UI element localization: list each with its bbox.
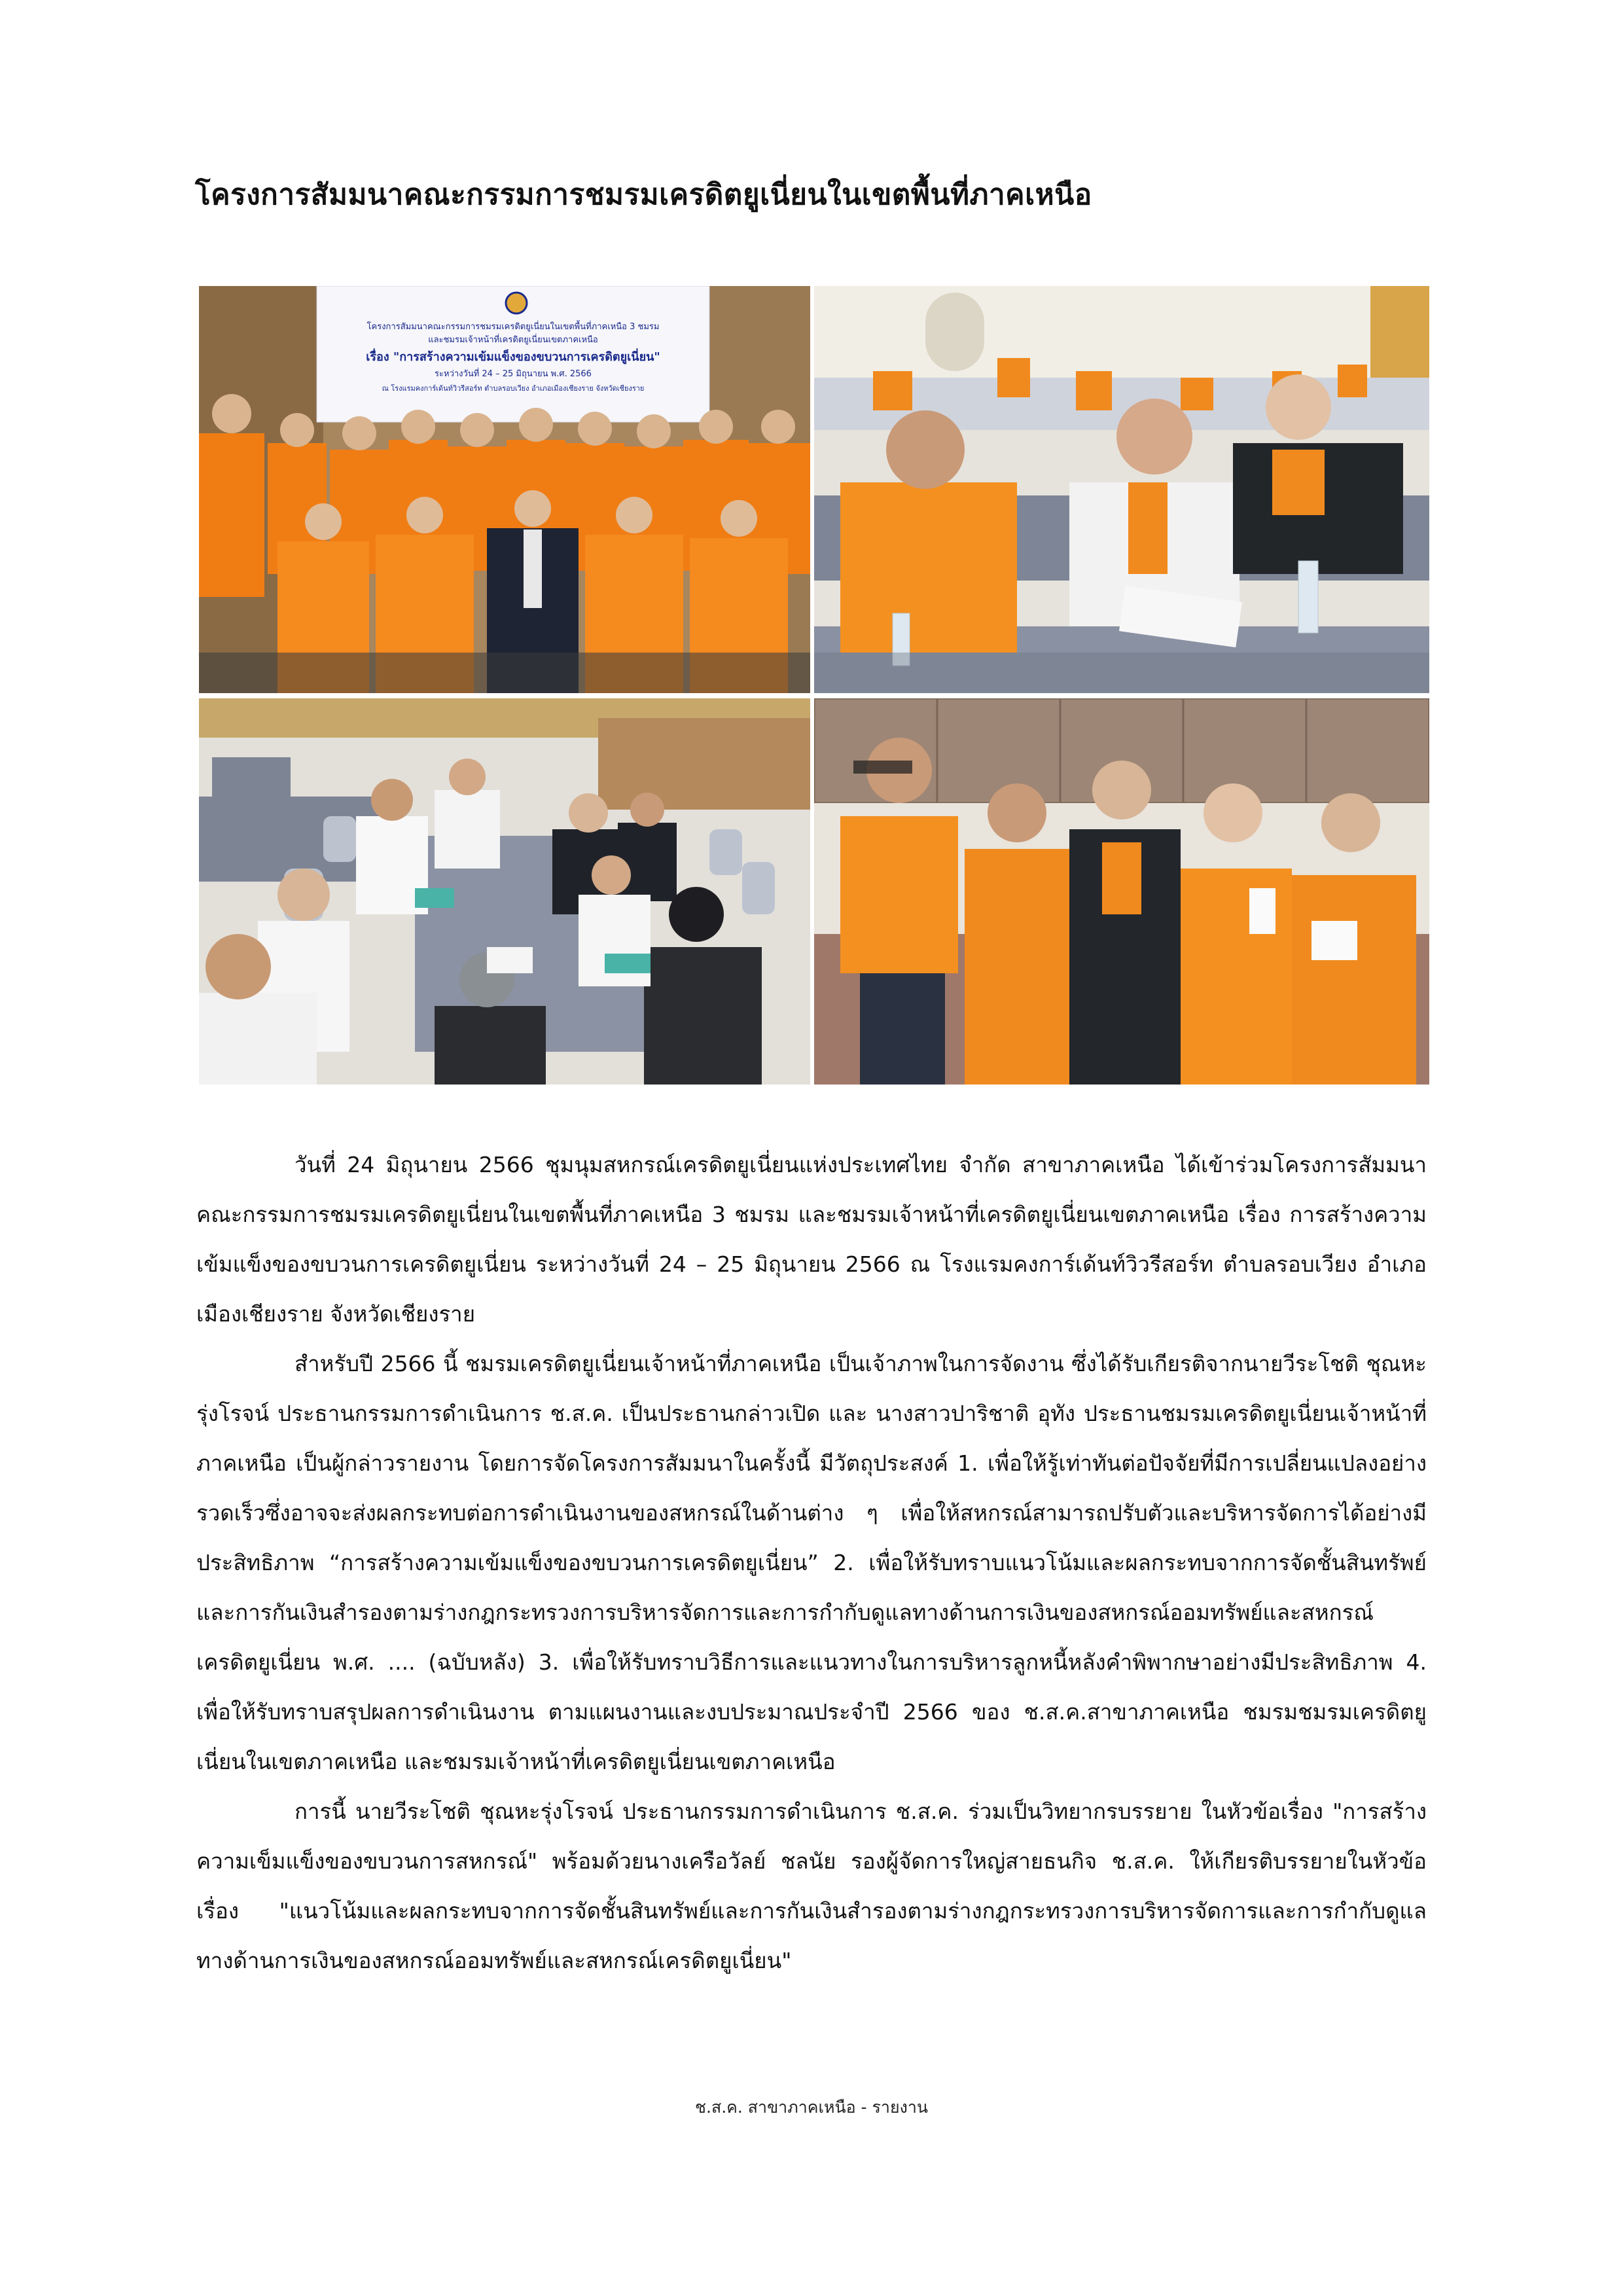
group-photo-with-banner (199, 286, 810, 693)
group-discussion-photo (199, 698, 810, 1085)
paragraph-intro: วันที่ 24 มิถุนายน 2566 ชุมนุมสหกรณ์เครดิตยูเนี่ยนแห่งประเทศไทย จำกัด สาขาภาคเหนือ ได้เข้าร่วมโครงการสัมมนาคณะกรรมการชมรมเครดิตยูเนี่ยนในเขตพื้นที่ภาคเหนือ 3 ชมรม และชมรมเจ้าหน้าที่เครดิตยูเนี่ยนเขตภาคเหนือ เรื่อง การสร้างความเข้มแข็งของขบวนการเครดิตยูเนี่ยน ระหว่างวันที่ 24 – 25 มิถุนายน 2566 ณ โรงแรมคงการ์เด้นท์วิวรีสอร์ท ตำบลรอบเวียง อำเภอเมืองเชียงราย จังหวัดเชียงราย (196, 1152, 1427, 1327)
five-people-standing-photo (814, 698, 1429, 1085)
paragraph-objectives: สำหรับปี 2566 นี้ ชมรมเครดิตยูเนี่ยนเจ้าหน้าที่ภาคเหนือ เป็นเจ้าภาพในการจัดงาน ซึ่งได้รับเกียรติจากนายวีระโชติ ชุณหะรุ่งโรจน์ ประธานกรรมการดำเนินการ ช.ส.ค. เป็นประธานกล่าวเปิด และ นางสาวปาริชาติ อุทัง ประธานชมรมเครดิตยูเนี่ยนเจ้าหน้าที่ภาคเหนือ เป็นผู้กล่าวรายงาน โดยการจัดโครงการสัมมนาในครั้งนี้ มีวัตถุประสงค์ 1. เพื่อให้รู้เท่าทันต่อปัจจัยที่มีการเปลี่ยนแปลงอย่างรวดเร็วซึ่งอาจจะส่งผลกระทบต่อการดำเนินงานของสหกรณ์ในด้านต่าง ๆ เพื่อให้สหกรณ์สามารถปรับตัวและบริหารจัดการได้อย่างมีประสิทธิภาพ “การสร้างความเข้มแข็งของขบวนการเครดิตยูเนี่ยน” 2. เพื่อให้รับทราบแนวโน้มและผลกระทบจากการจัดชั้นสินทรัพย์และการกันเงินสำรองตามร่างกฎกระทรวงการบริหารจัดการและการกำกับดูแลทางด้านการเงินของสหกรณ์ออมทรัพย์และสหกรณ์เครดิตยูเนี่ยน พ.ศ. .... (ฉบับหลัง) 3. เพื่อให้รับทราบวิธีการและแนวทางในการบริหารลูกหนี้หลังคำพิพากษาอย่างมีประสิทธิภาพ 4. เพื่อให้รับทราบสรุปผลการดำเนินงาน ตามแผนงานและงบประมาณประจำปี 2566 ของ ช.ส.ค.สาขาภาคเหนือ ชมรมชมรมเครดิตยูเนี่ยนในเขตภาคเหนือ และชมรมเจ้าหน้าที่เครดิตยูเนี่ยนเขตภาคเหนือ (196, 1351, 1427, 1774)
paragraph-lecture: การนี้ นายวีระโชติ ชุณหะรุ่งโรจน์ ประธานกรรมการดำเนินการ ช.ส.ค. ร่วมเป็นวิทยากรบรรยาย ในหัวข้อเรื่อง "การสร้างความเข็มแข็งของขบวนการสหกรณ์" พร้อมด้วยนางเครือวัลย์ ชลนัย รองผู้จัดการใหญ่สายธนกิจ ช.ส.ค. ให้เกียรติบรรยายในหัวข้อ เรื่อง "แนวโน้มและผลกระทบจากการจัดชั้นสินทรัพย์และการกันเงินสำรองตามร่างกฎกระทรวงการบริหารจัดการและการกำกับดูแลทางด้านการเงินของสหกรณ์ออมทรัพย์และสหกรณ์เครดิตยูเนี่ยน" (196, 1799, 1427, 1973)
page-title: โครงการสัมมนาคณะกรรมการชมรมเครดิตยูเนี่ยนในเขตพื้นที่ภาคเหนือ (195, 178, 1092, 211)
banner-line-1: โครงการสัมมนาคณะกรรมการชมรมเครดิตยูเนี่ยนในเขตพื้นที่ภาคเหนือ 3 ชมรม (366, 322, 660, 332)
report-body (196, 1140, 1427, 1986)
banner-line-4: ระหว่างวันที่ 24 – 25 มิถุนายน พ.ศ. 2566 (435, 369, 592, 379)
page-footer: ช.ส.ค. สาขาภาคเหนือ - รายงาน (695, 2098, 928, 2117)
banner-line-3: เรื่อง "การสร้างความเข้มแข็งของขบวนการเครดิตยูเนี่ยน" (366, 350, 660, 364)
photo-grid (199, 286, 1431, 1085)
seminar-attendees-photo (814, 286, 1429, 693)
banner-line-5: ณ โรงแรมคงการ์เด้นท์วิวรีสอร์ท ตำบลรอบเวียง อำเภอเมืองเชียงราย จังหวัดเชียงราย (382, 384, 645, 393)
banner-line-2: และชมรมเจ้าหน้าที่เครดิตยูเนี่ยนเขตภาคเหนือ (428, 335, 598, 345)
cooperative-logo-icon (506, 293, 527, 314)
